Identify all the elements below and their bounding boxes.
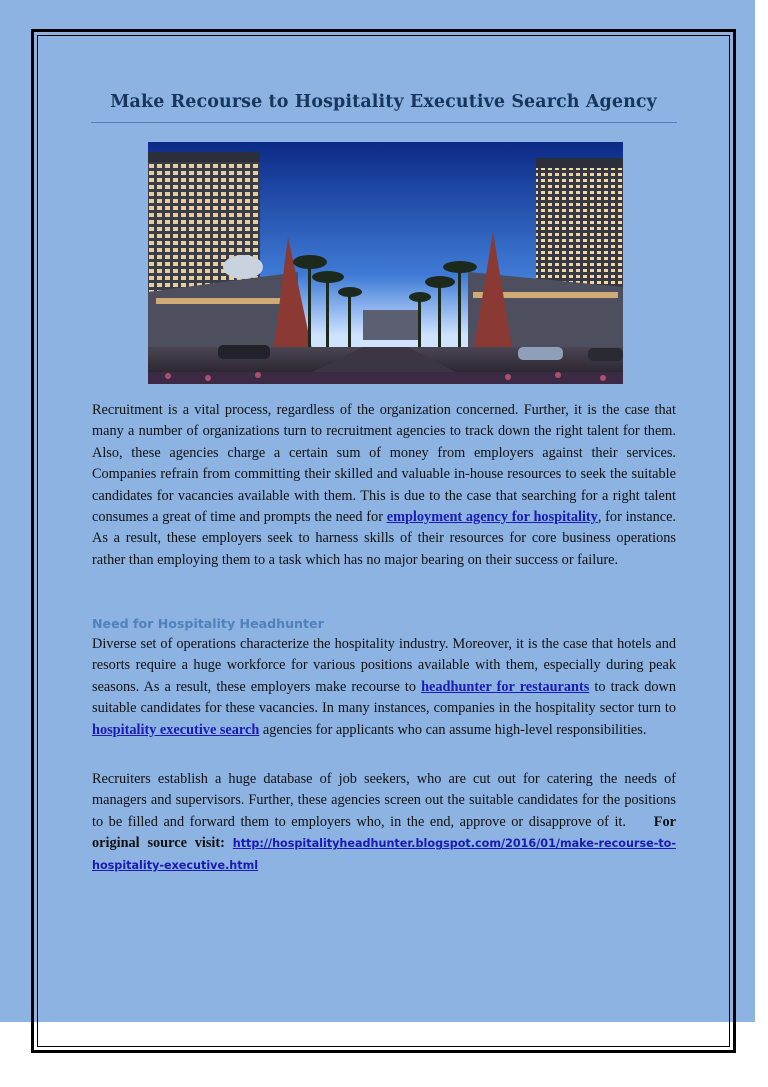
intro-text-part-2: , for instance. As a result, these employers seek to harness skills of their resources for core business operations rather than employing them to a task which has no major bearing on their success or failure.: [92, 509, 676, 568]
intro-paragraph: [92, 400, 676, 571]
recruiters-text: Recruiters establish a huge database of job seekers, who are cut out for catering the needs of managers and supervisors. Further, these agencies screen out the suitable candidates for the positions to be filled and forward them to employers who, in the end, approve or disapprove of it.: [92, 771, 680, 830]
section-heading: Need for Hospitality Headhunter: [92, 616, 324, 631]
headhunter-for-restaurants-link[interactable]: headhunter for restaurants: [421, 678, 590, 695]
headhunter-text-part-2: to track down suitable candidates for these vacancies. In many instances, companies in the hospitality sector turn to: [92, 678, 677, 717]
page-title: Make Recourse to Hospitality Executive Search Agency: [110, 92, 657, 112]
hero-image: [148, 142, 623, 384]
headhunter-text-part-1: Diverse set of operations characterize the hospitality industry. Moreover, it is the case that hotels and resorts require a huge workforce for various positions available with them, especially during peak seasons. As a result, these employers make recourse to: [92, 636, 676, 695]
hotel-complex-illustration: [148, 142, 623, 384]
hospitality-executive-search-link[interactable]: hospitality executive search: [92, 721, 260, 738]
intro-text-part-1: Recruitment is a vital process, regardless of the organization concerned. Further, it is the case that many a number of organizations turn to recruitment agencies to track down the right talent for them. Also, these agencies charge a certain sum of money from employers against their services. Companies refrain from committing their skilled and valuable in-house resources to seek the suitable candidates for vacancies available with them. This is due to the case that searching for a right talent consumes a great of time and prompts the need for: [92, 402, 676, 526]
title-underline: [91, 122, 677, 123]
headhunter-paragraph: [92, 634, 676, 741]
employment-agency-link[interactable]: employment agency for hospitality: [386, 509, 598, 526]
source-label: For original source visit:: [92, 813, 676, 852]
headhunter-text-part-3: agencies for applicants who can assume high-level responsibilities.: [259, 721, 647, 738]
source-url-link[interactable]: http://hospitalityheadhunter.blogspot.com/2016/01/make-recourse-to-hospitality-executive.html: [92, 837, 677, 872]
recruiters-paragraph: [92, 769, 680, 876]
